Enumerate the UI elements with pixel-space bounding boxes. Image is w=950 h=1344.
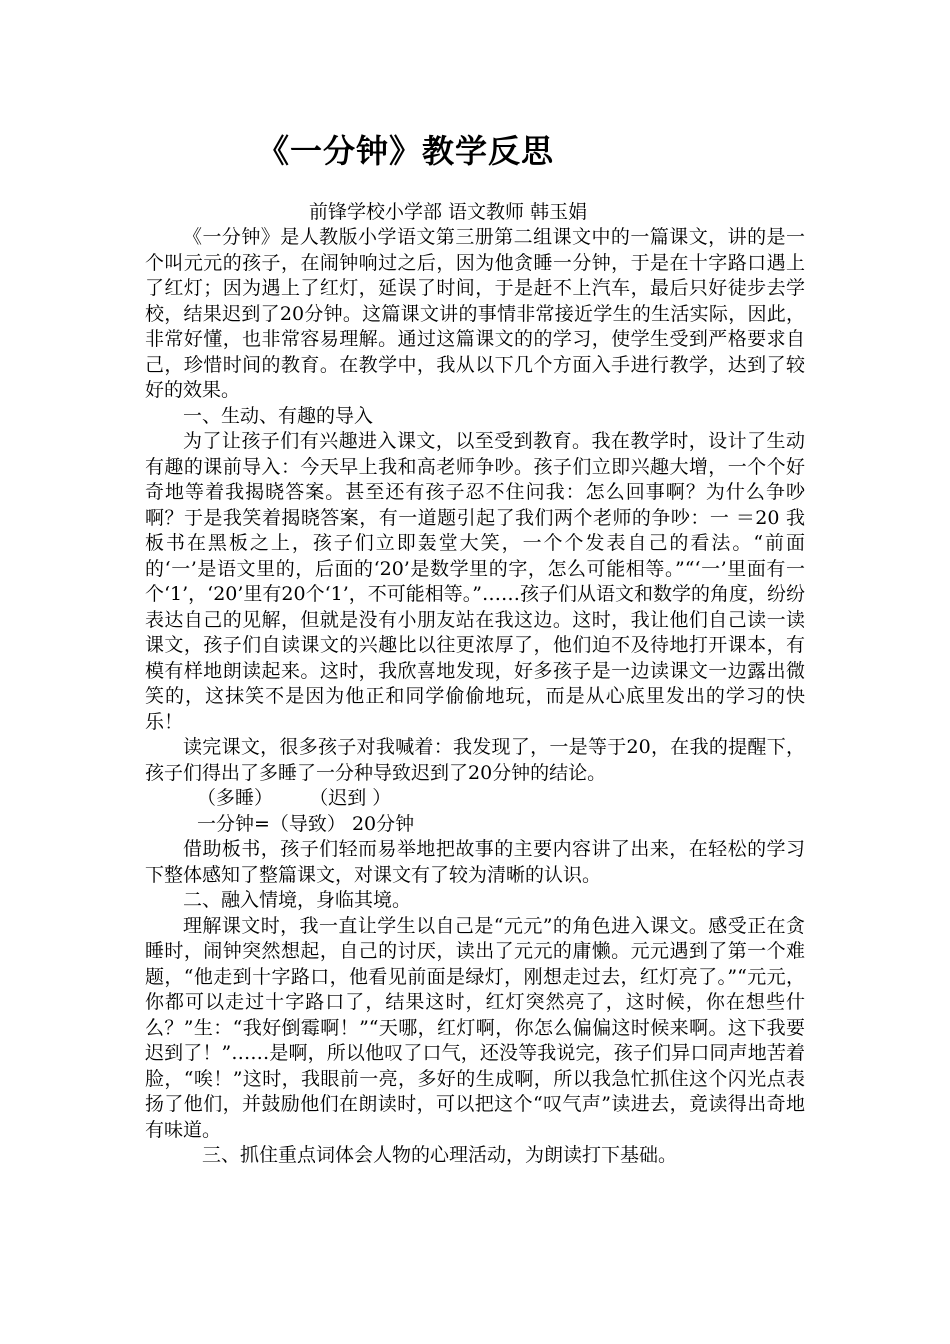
- document-title: 《一分钟》教学反思: [257, 132, 555, 170]
- section3-heading: 三、抓住重点词体会人物的心理活动，为朗读打下基础。: [202, 1144, 678, 1166]
- section1-heading: 一、生动、有趣的导入: [183, 404, 374, 427]
- formula-line-1: （多睡） （迟到 ）: [197, 787, 392, 809]
- section2-heading: 二、融入情境，身临其境。: [183, 889, 412, 911]
- intro-paragraph: 《一分钟》是人教版小学语文第三册第二组课文中的一篇课文，讲的是一个叫元元的孩子，在闹钟响过之后，因为他贪睡一分钟，于是在十字路口遇上了红灯；因为遇上了红灯，延误了时间，于是赶不上汽车，最后只好徒步去学校，结果迟到了20分钟。这篇课文讲的事情非常接近学生的生活实际，因此，非常好懂，也非常容易理解。通过这篇课文的的学习，使学生受到严格要求自己，珍惜时间的教育。在教学中，我从以下几个方面入手进行教学，达到了较好的效果。: [145, 226, 805, 401]
- section1-paragraph-3: 借助板书，孩子们轻而易举地把故事的主要内容讲了出来，在轻松的学习下整体感知了整篇课文，对课文有了较为清晰的认识。: [145, 838, 805, 886]
- formula-line-2: 一分钟=（导致） 20分钟: [197, 812, 415, 835]
- document-author: 前锋学校小学部 语文教师 韩玉娟: [309, 201, 588, 223]
- section1-paragraph-1: 为了让孩子们有兴趣进入课文，以至受到教育。我在教学时，设计了生动有趣的课前导入：今天早上我和高老师争吵。孩子们立即兴趣大增，一个个好奇地等着我揭晓答案。甚至还有孩子忍不住问我：怎么回事啊？为什么争吵啊？于是我笑着揭晓答案，有一道题引起了我们两个老师的争吵：一 ＝20 我板书在黑板之上，孩子们立即轰堂大笑，一个个发表自己的看法。“前面的‘一’是语文里的，后面的‘20’是数学里的字，怎么可能相等。”“‘一’里面有一个‘1’，‘20’里有20个‘1’，不可能相等。”……孩子们从语文和数学的角度，纷纷表达自己的见解，但就是没有小朋友站在我这边。这时，我让他们自己读一读课文，孩子们自读课文的兴趣比以往更浓厚了，他们迫不及待地打开课本，有模有样地朗读起来。这时，我欣喜地发现，好多孩子是一边读课文一边露出微笑的，这抹笑不是因为他正和同学偷偷地玩，而是从心底里发出的学习的快乐！: [145, 430, 805, 733]
- document-page: [145, 125, 805, 1169]
- section2-paragraph-1: 理解课文时，我一直让学生以自己是“元元”的角色进入课文。感受正在贪睡时，闹钟突然想起，自己的讨厌，读出了元元的庸懒。元元遇到了第一个难题，“他走到十字路口，他看见前面是绿灯，刚想走过去，红灯亮了。”“元元，你都可以走过十字路口了，结果这时，红灯突然亮了，这时候，你在想些什么？”生：“我好倒霉啊！”“天哪，红灯啊，你怎么偏偏这时候来啊。这下我要迟到了！”……是啊，所以他叹了口气，还没等我说完，孩子们异口同声地苦着脸，“唉！”这时，我眼前一亮，多好的生成啊，所以我急忙抓住这个闪光点表扬了他们，并鼓励他们在朗读时，可以把这个“叹气声”读进去，竟读得出奇地有味道。: [145, 914, 805, 1141]
- section1-paragraph-2: 读完课文，很多孩子对我喊着：我发现了，一是等于20，在我的提醒下，孩子们得出了多睡了一分种导致迟到了20分钟的结论。: [145, 736, 805, 784]
